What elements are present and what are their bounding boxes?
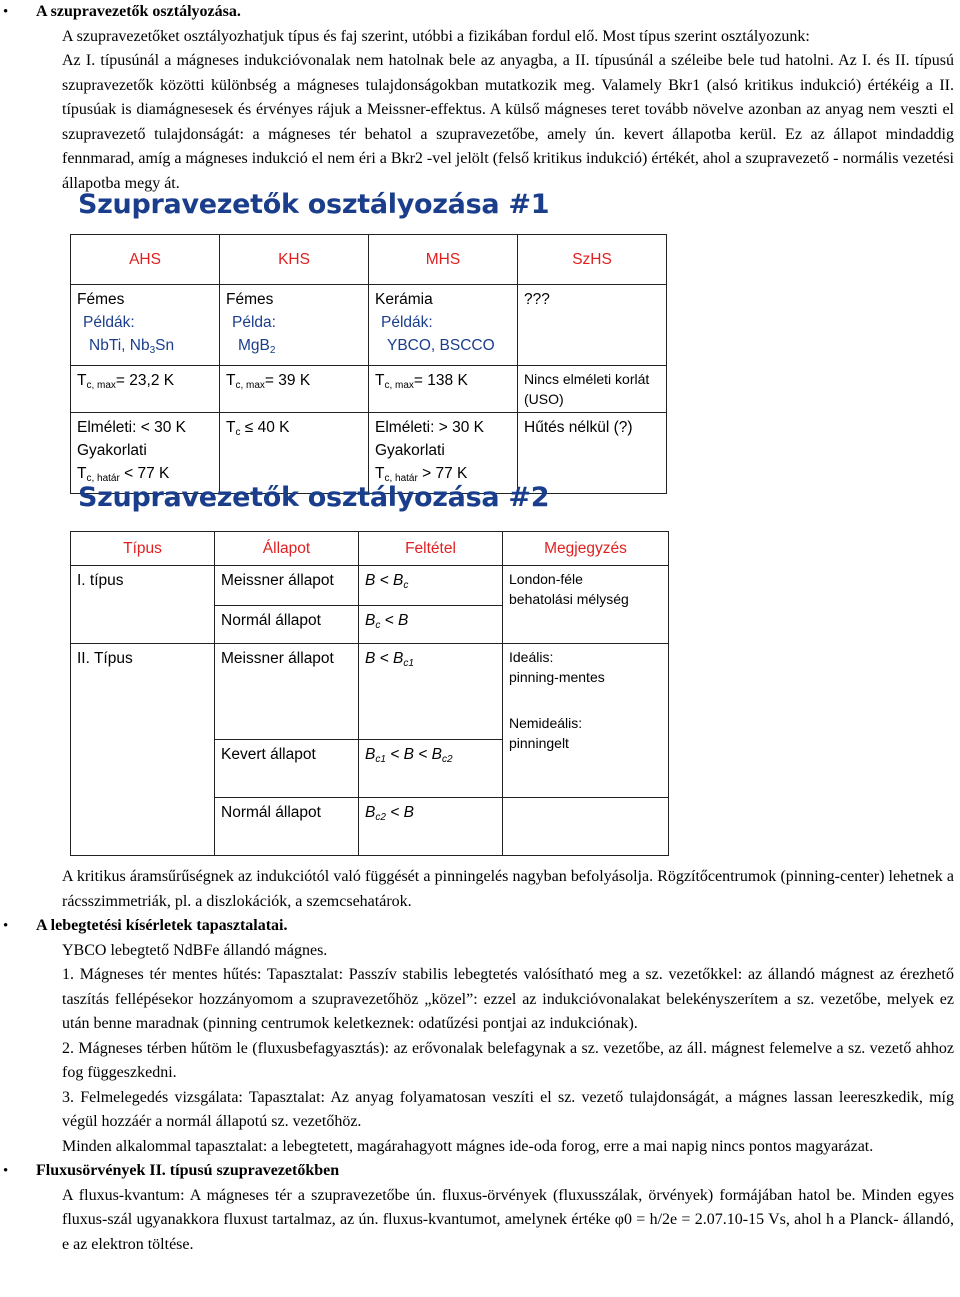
section-classification [0, 0, 960, 196]
cell-state-normal-2: Normál állapot [215, 798, 359, 856]
flux-vortex-paragraph: A fluxus-kvantum: A mágneses tér a szupravezetőbe ún. fluxus-örvények (fluxusszálak, örvények) formájában hatol be. Minden egyes fluxus-szál ugyanakkora fluxust tartalmaz, az ún. fluxus-kvantumot, amelynek értéke φ0 = h/2e = 2.07.10-15 Vs, ahol h a Planck- állandó, e az elektron töltése. [62, 1186, 954, 1253]
cell-khs-tc: $T_{c, max}= 39$ K [220, 366, 369, 413]
levitation-item-1: 1. Mágneses tér mentes hűtés: Tapasztalat: Passzív stabilis lebegtetés valósítható meg a sz. vezetőkkel: az állandó mágnest az érezhető taszítás fellépésekor hozzányomom a szupravezetőhöz „közel”: ezzel az indukcióvonalakat belekényszerítem a sz. vezetőbe, melyek ez után benne maradnak (pinning centrumok keletkeznek: odatűzési pontjai az indukciónak). [62, 966, 954, 1032]
cell-cond-bc1-lt-b-lt-bc2: $B_{c1} < B < B_{c2}$ [359, 740, 503, 798]
bullet-icon: • [3, 4, 9, 20]
levitation-item-2: 2. Mágneses térben hűtöm le (fluxusbefagyasztás): az erővonalak belefagynak a sz. vezetőbe, az áll. mágnest felemelve a sz. vezető ahhoz fog függeszkedni. [62, 1039, 954, 1081]
pinning-paragraph: A kritikus áramsűrűségnek az indukciótól való függését a pinningelés nagyban befolyásolja. Rögzítőcentrumok (pinning-center) lehetnek a rácsszimmetriák, pl. a diszlokációk, a szemcsehatárok. [62, 868, 954, 910]
cell-note-london: London-féle behatolási mélység [503, 566, 669, 644]
cell-szhs-tc: Nincs elméleti korlát (USO) [518, 366, 667, 413]
classification-figure-2 [70, 483, 669, 856]
section-heading [0, 0, 960, 25]
cell-khs-material: Fémes Példa: MgB$_2$ [220, 285, 369, 366]
cell-cond-b-lt-bc: $B < B_c$ [359, 566, 503, 606]
intro-text: A szupravezetőket osztályozhatjuk típus és faj szerint, utóbbi a fizikában fordul elő. Most típus szerint osztályozunk: [62, 27, 810, 45]
cell-ahs-tc: $T_{c, max}= 23,2$ K [71, 366, 220, 413]
header-szhs: SzHS [518, 235, 667, 285]
levitation-item-3: 3. Felmelegedés vizsgálata: Tapasztalat: Az anyag folyamatosan veszíti el sz. vezető tulajdonságát, a mágnes lassan leereszkedik, míg végül hozzáér a normál állapotú sz. vezetőhöz. [62, 1088, 954, 1130]
figure1-title: Szupravezetők osztályozása #1 [78, 189, 550, 220]
cell-ahs-material: Fémes Példák: NbTi, $Nb_3Sn$ [71, 285, 220, 366]
classification-table-1 [70, 234, 667, 494]
classification-paragraph: Az I. típusúnál a mágneses indukcióvonalak nem hatolnak bele az anyagba, a II. típusúnál a széleibe bele tud hatolni. Az I. és II. típusú szupravezetők közötti különbség a mágneses tulajdonságokban mutatkozik meg. Valamely Bkr1 (alsó kritikus indukció) értékéig a II. típusúak is diamágnesesek és érvényes rájuk a Meissner-effektus. A külső mágneses teret tovább növelve azonban az anyag nem veszti el szupravezető tulajdonságát: a mágneses tér behatol a szupravezetőbe, amely ún. kevert állapotba kerül. Ez az állapot mindaddig fennmarad, amíg a mágneses indukció el nem éri a Bkr2 -vel jelölt (felső kritikus indukció) értékét, ahol a szupravezető - normális vezetési állapotba megy át. [62, 52, 954, 192]
figure2-title: Szupravezetők osztályozása #2 [78, 482, 550, 513]
cell-state-meissner-1: Meissner állapot [215, 566, 359, 606]
cell-note-empty [503, 798, 669, 856]
cell-szhs-material: ??? [518, 285, 667, 366]
header-note: Megjegyzés [503, 532, 669, 566]
cell-cond-b-lt-bc1: $B < B_{c1}$ [359, 644, 503, 740]
classification-figure-1 [70, 190, 667, 494]
heading-text: Fluxusörvények II. típusú szupravezetőkben [36, 1162, 340, 1179]
classification-table-2 [70, 531, 669, 856]
cell-khs-theory: $T_c \le 40$ K [220, 413, 369, 494]
lower-text [0, 865, 960, 1257]
cell-type-2: II. Típus [71, 644, 215, 856]
bullet-icon: • [3, 1163, 9, 1179]
cell-state-meissner-2: Meissner állapot [215, 644, 359, 740]
cell-state-normal-1: Normál állapot [215, 606, 359, 644]
header-khs: KHS [220, 235, 369, 285]
heading-text: A lebegtetési kísérletek tapasztalatai. [36, 917, 288, 934]
heading-text: A szupravezetők osztályozása. [36, 3, 241, 20]
cell-mhs-material: Kerámia Példák: YBCO, BSCCO [369, 285, 518, 366]
cell-szhs-theory: Hűtés nélkül (?) [518, 413, 667, 494]
cell-mhs-tc: $T_{c, max}= 138$ K [369, 366, 518, 413]
header-type: Típus [71, 532, 215, 566]
cell-type-1: I. típus [71, 566, 215, 644]
cell-mhs-theory: Elméleti: > 30 K Gyakorlati $T_{c, határ} > 77$ K [369, 413, 518, 494]
cell-cond-bc-lt-b: $B_c < B$ [359, 606, 503, 644]
section-heading [0, 914, 960, 939]
levitation-conclusion: Minden alkalommal tapasztalat: a lebegtetett, magárahagyott mágnes ide-oda forog, erre a mai napig nincs pontos magyarázat. [62, 1137, 874, 1155]
header-condition: Feltétel [359, 532, 503, 566]
cell-note-ideal: Ideális: pinning-mentes Nemideális: pinningelt [503, 644, 669, 798]
header-mhs: MHS [369, 235, 518, 285]
levitation-intro: YBCO lebegtető NdBFe állandó mágnes. [62, 941, 328, 959]
cell-state-mixed: Kevert állapot [215, 740, 359, 798]
bullet-icon: • [3, 918, 9, 934]
header-ahs: AHS [71, 235, 220, 285]
section-heading [0, 1159, 960, 1184]
cell-ahs-theory: Elméleti: < 30 K Gyakorlati $T_{c, határ} < 77$ K [71, 413, 220, 494]
cell-cond-bc2-lt-b: $B_{c2} < B$ [359, 798, 503, 856]
header-state: Állapot [215, 532, 359, 566]
